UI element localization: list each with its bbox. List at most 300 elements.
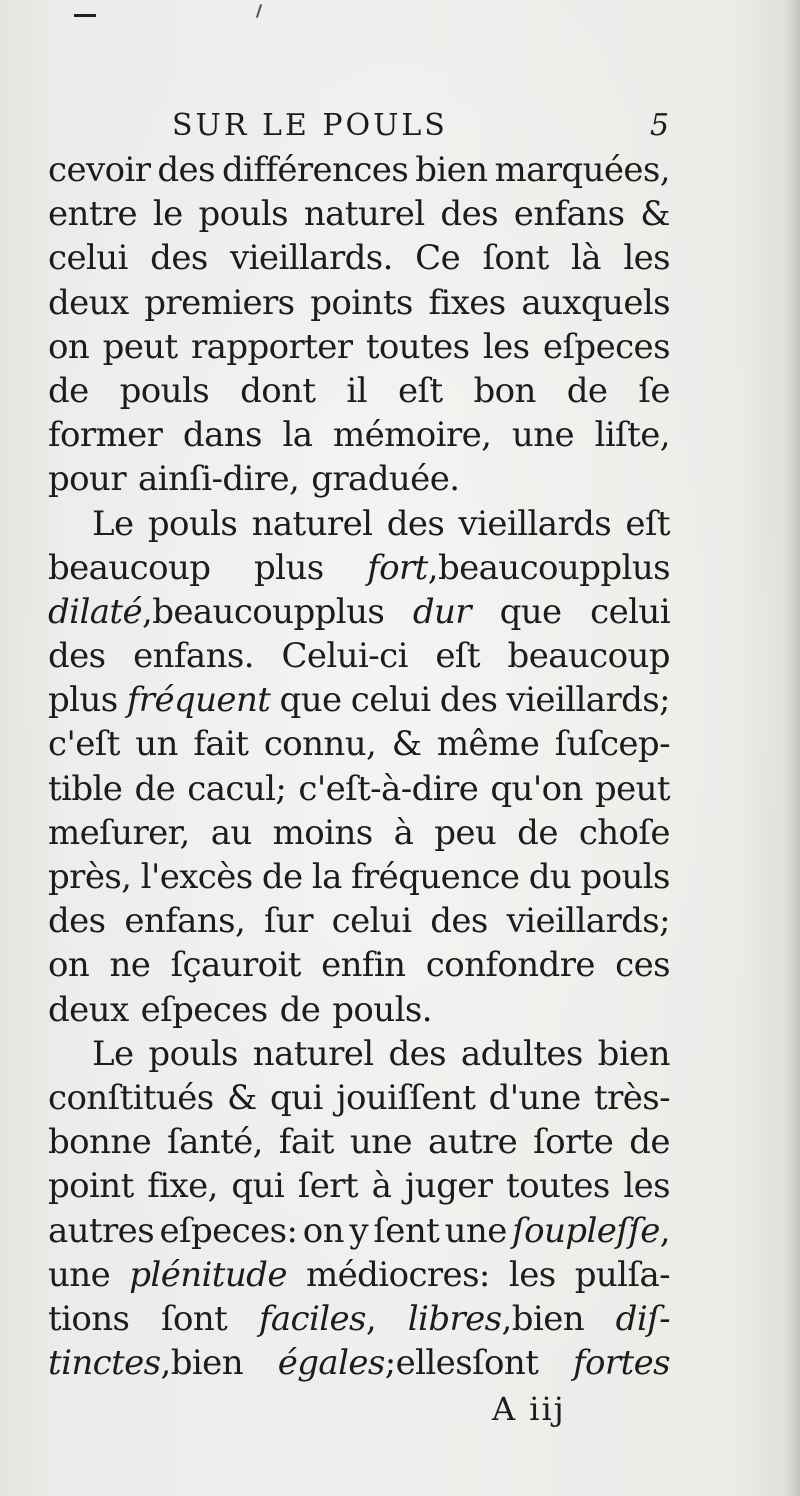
word-group — [413, 590, 471, 634]
word-group — [332, 899, 412, 943]
word: des — [150, 238, 208, 279]
word: plénitude — [129, 1254, 287, 1295]
word: de — [517, 812, 558, 853]
word-group — [440, 192, 498, 236]
word: pouls — [580, 857, 670, 897]
word-group — [273, 811, 373, 855]
word-group — [159, 1209, 297, 1253]
word-group — [48, 369, 89, 413]
running-head: SUR LE POULS — [172, 108, 448, 143]
word-group — [48, 1253, 110, 1297]
word: au — [210, 812, 252, 853]
word-group — [150, 236, 208, 280]
text-line — [48, 369, 670, 413]
word-group — [508, 634, 670, 678]
word: la — [282, 415, 313, 456]
word-group — [623, 1164, 670, 1208]
word-group — [437, 722, 539, 766]
word-group — [231, 1164, 284, 1208]
word: ſe — [638, 370, 670, 411]
word: des — [48, 636, 106, 677]
word-group — [506, 1164, 610, 1208]
text-line — [48, 546, 670, 590]
text-line — [48, 1164, 670, 1208]
word: une — [48, 1254, 111, 1295]
word: ne — [109, 945, 151, 986]
word: cevoir — [48, 150, 151, 190]
word: on — [48, 326, 90, 367]
word: d'une — [488, 1077, 581, 1118]
word: le — [152, 194, 183, 235]
word: mémoire, — [333, 415, 492, 456]
word-group — [120, 369, 209, 413]
word-group — [529, 855, 571, 899]
word: dur — [412, 591, 471, 632]
word: bien — [511, 1298, 585, 1339]
word: marquées, — [494, 150, 670, 190]
word-group — [426, 943, 595, 987]
word: qui — [231, 1166, 285, 1207]
word-group — [264, 899, 313, 943]
word: égales — [277, 1343, 385, 1384]
word-group — [48, 678, 118, 722]
body-text — [48, 148, 670, 1385]
word: les — [623, 238, 670, 279]
word: une — [444, 1210, 507, 1251]
word-group — [48, 988, 129, 1032]
word: qu'on — [490, 768, 583, 809]
word: , — [160, 1343, 171, 1384]
word-group — [48, 325, 89, 369]
word: ſçauroit — [170, 945, 301, 986]
word: celui — [48, 238, 128, 279]
word-group — [227, 1076, 257, 1120]
word-group — [482, 236, 548, 280]
word: de — [48, 370, 89, 411]
word: eſpeces: — [159, 1210, 298, 1251]
word: la — [311, 857, 342, 897]
word-group — [141, 855, 253, 899]
word: ainſi-dire, — [138, 459, 300, 500]
word: point — [48, 1166, 134, 1207]
word: autres — [48, 1210, 155, 1251]
word-group — [134, 767, 175, 811]
word: qui — [270, 1077, 323, 1118]
word-group — [615, 943, 670, 987]
word-group — [278, 1341, 539, 1385]
word: moins — [272, 812, 373, 853]
word-group — [141, 988, 268, 1032]
word-group — [517, 811, 558, 855]
word-group — [183, 413, 262, 457]
word: eſpeces — [140, 989, 268, 1030]
word: deux — [48, 282, 129, 323]
word: elles — [395, 1343, 473, 1384]
word-group — [148, 502, 237, 546]
word: , — [659, 1210, 670, 1251]
word: confondre — [425, 945, 595, 986]
word: celui — [331, 901, 412, 942]
word: de — [566, 370, 608, 411]
word-group — [48, 590, 384, 634]
word-group — [514, 192, 625, 236]
word: des — [48, 901, 106, 942]
word-group — [48, 899, 106, 943]
word: vieillards; — [506, 680, 670, 721]
word-group — [161, 1297, 227, 1341]
word: Celui-ci — [281, 636, 408, 677]
text-line — [48, 325, 670, 369]
text-line — [48, 943, 670, 987]
word: ; — [384, 1343, 396, 1384]
word: pouls. — [332, 989, 432, 1030]
word-group — [270, 1076, 323, 1120]
word: , — [141, 591, 153, 632]
word-group — [473, 369, 535, 413]
word: naturel — [252, 1033, 374, 1074]
word-group — [405, 1164, 493, 1208]
stray-ink-mark — [256, 4, 262, 18]
word-group — [144, 281, 294, 325]
word: bien — [170, 1343, 243, 1384]
word-group — [48, 413, 162, 457]
word-group — [280, 678, 342, 722]
word: , — [365, 1298, 377, 1339]
word: pouls — [148, 1033, 238, 1074]
word: Le — [92, 1033, 134, 1074]
text-line — [48, 1120, 670, 1164]
word-group — [428, 1120, 517, 1164]
word-group — [48, 1164, 134, 1208]
word: & — [640, 194, 670, 235]
word: différences — [221, 150, 409, 190]
word-group — [262, 855, 303, 899]
word: dilaté — [48, 591, 142, 632]
word: beaucoup — [48, 547, 211, 588]
word: les — [482, 326, 530, 367]
word: à — [393, 812, 414, 853]
word: plus — [254, 547, 324, 588]
word: des — [440, 194, 498, 235]
word: ſuſcep- — [554, 724, 670, 765]
word-group — [459, 502, 612, 546]
word-group — [579, 811, 670, 855]
word-group — [333, 413, 491, 457]
word-group — [336, 1076, 475, 1120]
word-group — [306, 1253, 490, 1297]
text-line — [48, 767, 670, 811]
word-group — [351, 678, 431, 722]
word-group — [415, 148, 487, 192]
word-group — [435, 634, 480, 678]
text-line — [48, 1209, 670, 1253]
printer-signature: A iij — [492, 1390, 566, 1428]
word: un — [135, 724, 178, 765]
word: les — [623, 1166, 670, 1207]
word-group — [281, 634, 407, 678]
text-line — [48, 236, 670, 280]
word-group — [92, 1032, 134, 1076]
word: fortes — [573, 1343, 670, 1384]
text-line — [48, 634, 670, 678]
word: pour — [48, 459, 126, 500]
printer-dash-mark — [74, 14, 96, 17]
word-group — [153, 192, 183, 236]
word: on — [302, 1210, 344, 1251]
word-group — [109, 943, 150, 987]
word: choſe — [578, 812, 670, 853]
word-group — [222, 148, 408, 192]
word-group — [638, 369, 670, 413]
text-line — [48, 148, 670, 192]
text-line — [48, 590, 670, 634]
word: une — [511, 415, 575, 456]
word: on — [48, 945, 90, 986]
word-group — [135, 722, 178, 766]
word: peut — [594, 768, 670, 809]
text-line — [48, 811, 670, 855]
word: pulſa- — [574, 1254, 670, 1295]
word-group — [512, 413, 574, 457]
word: diſ- — [615, 1298, 670, 1339]
word-group — [280, 988, 321, 1032]
word-group — [372, 1164, 392, 1208]
word-group — [254, 546, 324, 590]
word-group — [191, 325, 352, 369]
word: fait — [193, 724, 249, 765]
page-edge-shadow — [786, 0, 800, 1496]
word-group — [48, 546, 210, 590]
word-group — [388, 1032, 446, 1076]
word: l'excès — [140, 857, 253, 897]
word-group — [507, 899, 670, 943]
word-group — [494, 148, 670, 192]
word-group — [48, 192, 137, 236]
word: vieillards; — [506, 901, 670, 942]
word-group — [48, 1297, 129, 1341]
word: médiocres: — [305, 1254, 490, 1295]
word-group — [573, 1341, 670, 1385]
word-group — [48, 281, 129, 325]
word: tinctes — [48, 1343, 161, 1384]
word: des — [157, 150, 215, 190]
word-group — [321, 943, 405, 987]
word-group — [103, 325, 178, 369]
word: ſur — [263, 901, 313, 942]
word: Le — [92, 503, 134, 544]
word-group — [616, 1297, 670, 1341]
word: autre — [427, 1122, 518, 1163]
word: liſte, — [594, 415, 670, 456]
word: ſert — [297, 1166, 358, 1207]
word: tions — [48, 1298, 130, 1339]
word-group — [509, 1253, 556, 1297]
word: ſont — [161, 1298, 228, 1339]
word: fait — [278, 1122, 334, 1163]
word: auxquels — [521, 282, 670, 323]
word-group — [240, 369, 315, 413]
word: ſont — [482, 238, 549, 279]
word-group — [575, 1253, 670, 1297]
word-group — [48, 855, 131, 899]
text-line — [48, 1032, 670, 1076]
word-group — [387, 502, 445, 546]
word-group — [48, 236, 128, 280]
word-group — [629, 1120, 670, 1164]
word: entre — [48, 194, 138, 235]
word-group — [408, 1297, 584, 1341]
word-group — [282, 413, 312, 457]
word: même — [436, 724, 540, 765]
word-group — [434, 811, 496, 855]
word: ſont — [472, 1343, 539, 1384]
word: plus — [600, 547, 670, 588]
word-group — [187, 767, 286, 811]
word-group — [598, 1032, 670, 1076]
text-line — [48, 988, 670, 1032]
word-group — [428, 281, 505, 325]
word: connu, — [263, 724, 377, 765]
page-number: 5 — [650, 108, 670, 143]
word-group — [193, 722, 248, 766]
word-group — [640, 192, 670, 236]
word: des — [388, 1033, 447, 1074]
word-group — [127, 678, 271, 722]
word: celui — [590, 591, 670, 632]
word: naturel — [251, 503, 373, 544]
word-group — [555, 722, 670, 766]
word-group — [157, 148, 215, 192]
word-group — [298, 1164, 358, 1208]
word-group — [512, 1209, 670, 1253]
word-group — [440, 678, 498, 722]
word-group — [507, 678, 670, 722]
word: des — [386, 503, 445, 544]
word-group — [48, 722, 120, 766]
word: jouiſſent — [336, 1077, 476, 1118]
word: ces — [615, 945, 670, 986]
word: les — [508, 1254, 556, 1295]
word-group — [211, 811, 252, 855]
word: fréquent — [126, 680, 271, 721]
text-line — [48, 281, 670, 325]
word: là — [571, 238, 601, 279]
word: fréquence — [351, 857, 520, 897]
word-group — [571, 236, 601, 280]
word: meſurer, — [48, 812, 190, 853]
word: deux — [48, 989, 129, 1030]
word: adultes — [460, 1033, 583, 1074]
word-group — [415, 236, 460, 280]
text-line — [48, 502, 670, 546]
word: ſent — [373, 1210, 440, 1251]
word-group — [398, 369, 443, 413]
word-group — [148, 1032, 237, 1076]
word: c'eſt-à-dire — [298, 768, 479, 809]
word: du — [528, 857, 572, 897]
word: fort — [367, 547, 428, 588]
word-group — [543, 325, 670, 369]
word-group — [392, 722, 422, 766]
word-group — [350, 1120, 412, 1164]
word-group — [199, 192, 288, 236]
text-line — [48, 1253, 670, 1297]
text-line — [48, 678, 670, 722]
word-group — [625, 502, 670, 546]
word: ſanté, — [167, 1122, 263, 1163]
word-group — [48, 634, 106, 678]
word: bonne — [48, 1122, 152, 1163]
text-line — [48, 855, 670, 899]
text-line — [48, 1341, 670, 1385]
word-group — [312, 855, 342, 899]
word: vieillards — [458, 503, 612, 544]
word-group — [147, 1164, 218, 1208]
word: de — [261, 857, 303, 897]
word-group — [445, 1209, 507, 1253]
word-group — [623, 236, 670, 280]
word: libres — [407, 1298, 502, 1339]
word: celui — [350, 680, 431, 721]
word: que — [499, 591, 562, 632]
word-group — [138, 457, 299, 501]
word-group — [48, 943, 89, 987]
word: dans — [182, 415, 262, 456]
word-group — [483, 325, 530, 369]
word-group — [279, 1120, 334, 1164]
word-group — [351, 855, 519, 899]
word: Ce — [415, 238, 461, 279]
word: c'eſt — [48, 724, 120, 765]
word: beaucoup — [437, 547, 601, 588]
text-line — [48, 457, 670, 501]
word-group — [48, 1341, 243, 1385]
word-group — [595, 767, 670, 811]
word: eſt — [397, 370, 443, 411]
word: ſorte — [533, 1122, 614, 1163]
word: enfin — [321, 945, 406, 986]
word-group — [48, 1120, 151, 1164]
word: des — [430, 901, 488, 942]
word-group — [346, 369, 367, 413]
text-line — [48, 722, 670, 766]
word-group — [580, 855, 669, 899]
word-group — [595, 413, 670, 457]
word: & — [227, 1077, 257, 1118]
word-group — [373, 1209, 439, 1253]
text-line — [48, 1297, 670, 1341]
word-group — [332, 988, 432, 1032]
word: , — [427, 547, 438, 588]
word: & — [391, 724, 422, 765]
word-group — [252, 502, 373, 546]
word-group — [48, 811, 190, 855]
word-group — [129, 1253, 287, 1297]
word-group — [590, 590, 670, 634]
word-group — [92, 502, 134, 546]
word-group — [303, 1209, 344, 1253]
word: eſpeces — [542, 326, 670, 367]
word-group — [167, 1120, 263, 1164]
word: rapporter — [191, 326, 353, 367]
word-group — [48, 1076, 214, 1120]
word: eſt — [435, 636, 480, 677]
word-group — [264, 722, 376, 766]
word: peu — [434, 812, 497, 853]
word: eſt — [625, 503, 670, 544]
word: tible — [48, 768, 123, 809]
word: pouls — [147, 503, 238, 544]
